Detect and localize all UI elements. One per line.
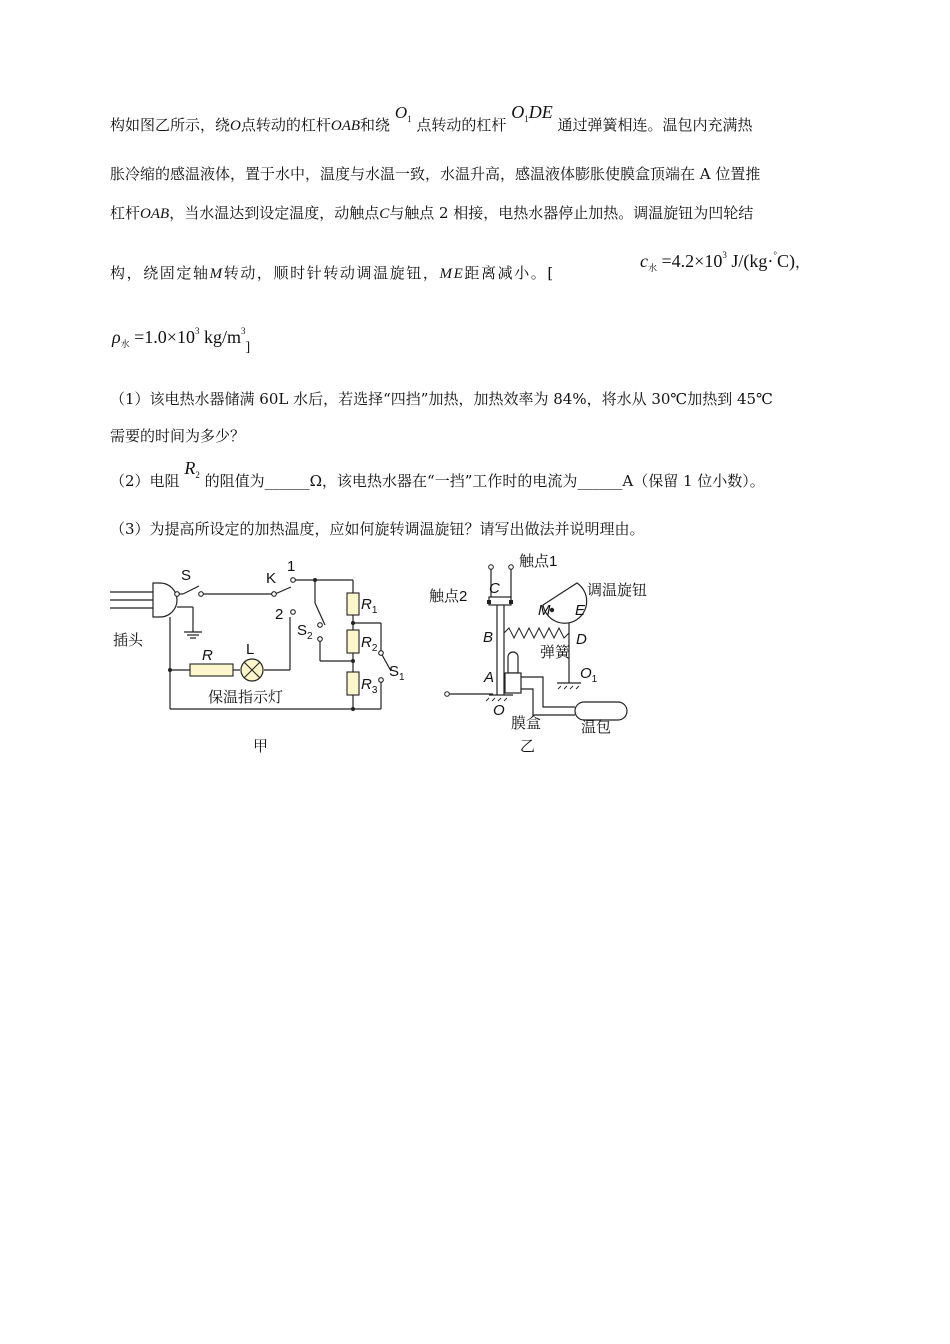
label-C: C xyxy=(489,580,500,597)
resistor-R2 xyxy=(347,630,359,653)
label-S2: $S_2$ xyxy=(297,622,313,642)
point-O: O xyxy=(230,118,241,134)
label-knob: 调温旋钮 xyxy=(587,582,648,599)
label-spring: 弹簧 xyxy=(540,644,571,661)
label-R3: $R_3$ xyxy=(361,676,378,696)
figure-caption-jia: 甲 xyxy=(253,738,269,755)
resistor-R2-symbol: $R_2$ xyxy=(184,458,200,480)
text-segment: 通过弹簧相连。温包内充满热 xyxy=(557,116,753,134)
label-R1: $R_1$ xyxy=(361,596,378,616)
text-segment: ，当水温达到设定温度，动触点 xyxy=(169,204,380,222)
label-bulb: 温包 xyxy=(581,719,612,736)
label-D: D xyxy=(576,631,587,648)
point-O1: $O_1$ xyxy=(394,103,412,124)
text-segment: 点转动的杠杆 xyxy=(240,116,331,134)
question-1-line-2 xyxy=(110,425,245,446)
paragraph-line-2 xyxy=(110,163,760,184)
paragraph-line-3 xyxy=(110,202,753,223)
figure-caption-yi: 乙 xyxy=(520,738,536,755)
lever-OAB: OAB xyxy=(330,118,361,134)
text-segment: 转动，顺时针转动调温旋钮， xyxy=(223,264,440,282)
text-segment: 需要的时间为多少？ xyxy=(110,427,246,445)
text-segment: 点转动的杠杆 xyxy=(416,116,507,134)
label-S: S xyxy=(181,567,192,584)
text-segment: 构如图乙所示，绕 xyxy=(110,116,231,134)
distance-ME: ME xyxy=(439,266,465,282)
question-3 xyxy=(110,518,645,539)
label-O: O xyxy=(493,702,505,719)
resistor-R3 xyxy=(347,672,359,695)
contact-C: C xyxy=(379,206,390,222)
text-segment: （2）电阻 xyxy=(110,472,180,490)
text-segment: 距离减小。[ xyxy=(464,264,555,282)
formula-density: $\rho_水 =1.0\times 10^3$ $kg/m^3_]$ xyxy=(112,326,251,355)
label-terminal-1: 1 xyxy=(287,558,296,575)
text-segment: 构，绕固定轴 xyxy=(110,264,210,282)
paragraph-line-1 xyxy=(110,102,753,136)
text-segment: 杠杆 xyxy=(110,204,141,222)
label-M: M xyxy=(538,602,551,619)
label-contact-2: 触点2 xyxy=(429,588,468,605)
label-S1: $S_1$ xyxy=(389,663,405,683)
text-segment: （1）该电热水器储满 60L 水后，若选择“四挡”加热，加热效率为 84%，将水从 30℃加热到 45℃ xyxy=(110,390,773,408)
text-segment: 与触点 2 相接，电热水器停止加热。调温旋钮为凹轮结 xyxy=(389,204,754,222)
label-contact-1: 触点1 xyxy=(519,553,558,570)
text-segment: （3）为提高所设定的加热温度，应如何旋转调温旋钮？请写出做法并说明理由。 xyxy=(110,520,645,538)
label-L: L xyxy=(246,641,255,658)
question-1-line-1 xyxy=(110,388,773,409)
resistor-R xyxy=(190,664,233,676)
resistor-R1 xyxy=(347,593,359,615)
lever-O1DE: $O_1DE$ xyxy=(511,102,553,124)
label-A: A xyxy=(484,669,495,686)
label-E: E xyxy=(575,602,586,619)
thermostat-mechanism-yi xyxy=(425,545,675,760)
text-segment: 和绕 xyxy=(360,116,391,134)
formula-specific-heat: $c_水 =4.2\times 10^3$ J/(kg·°C)， xyxy=(640,250,810,273)
label-terminal-2: 2 xyxy=(275,606,284,623)
label-plug: 插头 xyxy=(113,632,144,649)
text-segment: 胀冷缩的感温液体，置于水中，温度与水温一致，水温升高，感温液体膨胀使膜盒顶端在 A 位置推 xyxy=(110,165,761,183)
question-2 xyxy=(110,458,765,492)
label-B: B xyxy=(483,629,494,646)
label-O1: $O_1$ xyxy=(580,665,598,685)
label-R2: $R_2$ xyxy=(361,634,378,654)
lever-OAB: OAB xyxy=(140,206,170,222)
axis-M: M xyxy=(209,266,224,282)
label-K: K xyxy=(266,570,277,587)
label-insulation-lamp: 保温指示灯 xyxy=(208,689,284,706)
lamp-icon xyxy=(241,659,263,681)
paragraph-line-4 xyxy=(110,262,555,283)
text-segment: 的阻值为______Ω，该电热水器在“一挡”工作时的电流为______A（保留 1 位小数）。 xyxy=(204,472,765,490)
label-capsule: 膜盒 xyxy=(511,715,542,732)
circuit-diagram-jia xyxy=(105,555,415,760)
label-R: R xyxy=(202,647,213,664)
